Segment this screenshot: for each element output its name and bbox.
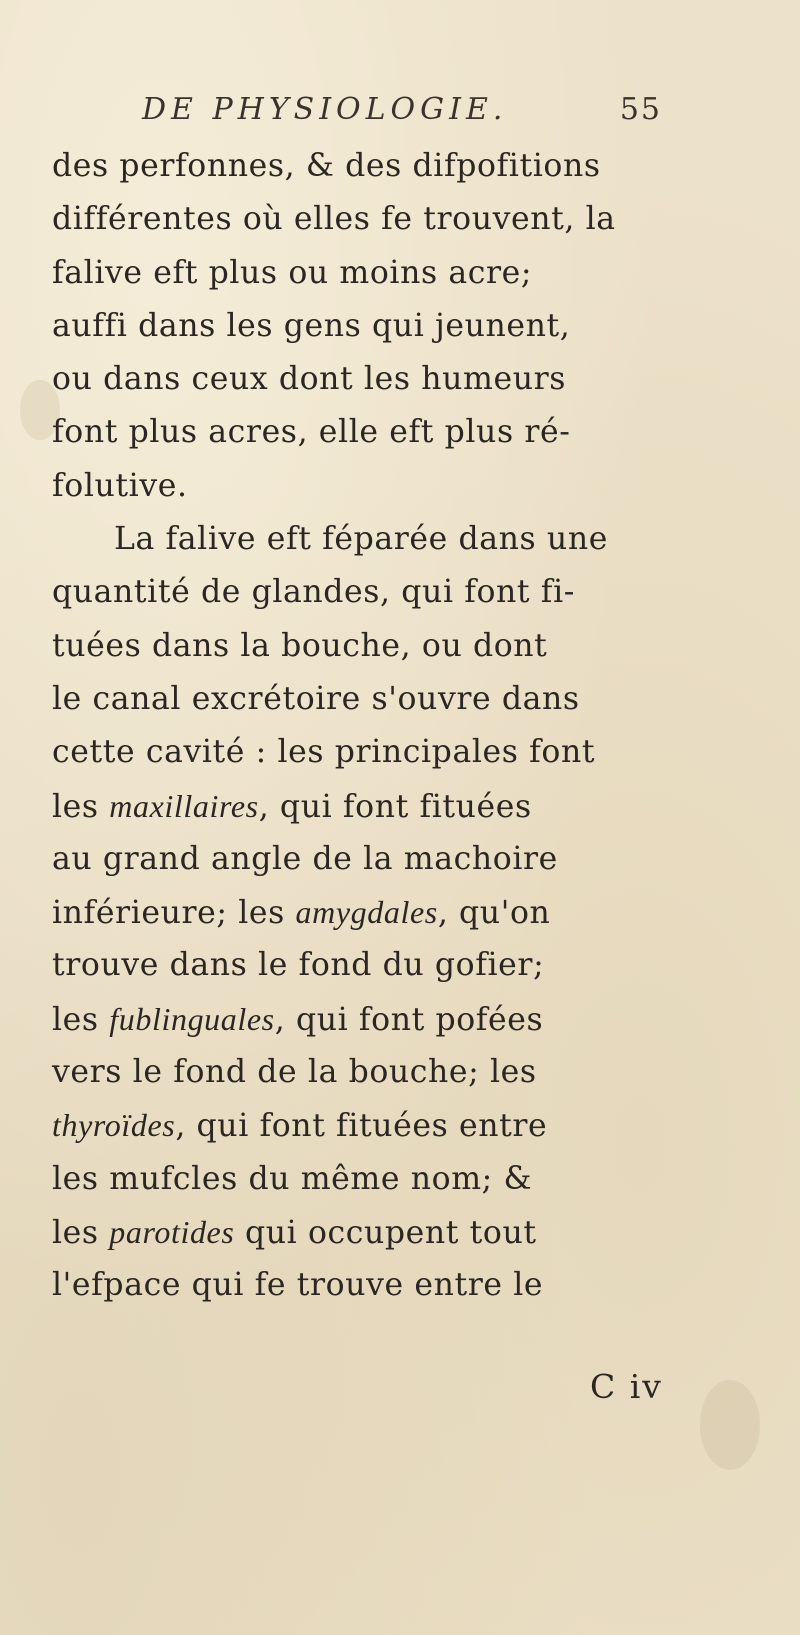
text-line [52,300,758,353]
text-segment: trouve dans le fond du gofier; [52,947,545,984]
text-line [52,1206,758,1259]
text-line [52,566,758,619]
text-segment: inférieure; les [52,895,296,932]
text-line [52,1099,758,1152]
paper-stain [700,1380,760,1470]
text-line [52,1046,758,1099]
text-line [52,833,758,886]
italic-term: maxillaires [109,787,259,824]
text-segment: auffi dans les gens qui jeunent, [52,307,571,344]
text-segment: vers le fond de la bouche; les [52,1054,537,1091]
text-line [52,673,758,726]
text-line [52,247,758,300]
text-segment: ou dans ceux dont les humeurs [52,361,567,398]
text-line [52,460,758,513]
italic-term: amygdales [295,894,438,931]
body-text [52,140,758,1313]
text-line [52,993,758,1046]
text-line [52,406,758,459]
page-number: 55 [619,92,662,127]
text-line [52,353,758,406]
text-segment: qui occupent tout [234,1214,537,1251]
text-line [52,513,758,566]
text-line [52,939,758,992]
text-segment: au grand angle de la machoire [52,840,558,877]
italic-term: thyroïdes [52,1107,176,1144]
text-line [52,620,758,673]
signature-mark: C iv [590,1367,663,1406]
text-segment: font plus acres, elle eft plus ré- [52,414,571,451]
text-segment: folutive. [52,467,188,504]
text-segment: le canal excrétoire s'ouvre dans [52,680,580,717]
text-segment: , qui font fituées entre [175,1108,548,1145]
text-segment: les mufcles du même nom; & [52,1160,533,1197]
text-line [52,193,758,246]
text-segment: La falive eft féparée dans une [114,521,608,558]
text-segment: , qui font pofées [274,1001,544,1038]
text-line [52,1153,758,1206]
italic-term: fublinguales [109,1000,275,1037]
text-segment: les [52,1214,110,1251]
text-segment: , qu'on [437,895,551,932]
text-segment: différentes où elles fe trouvent, la [52,201,616,238]
text-segment: l'efpace qui fe trouve entre le [52,1267,544,1304]
text-line [52,140,758,193]
text-segment: cette cavité : les principales font [52,734,596,771]
text-segment: les [52,788,110,825]
text-segment: , qui font fituées [258,788,532,825]
text-line [52,780,758,833]
text-line [52,726,758,779]
running-head [142,92,662,132]
text-line [52,1259,758,1312]
text-segment: falive eft plus ou moins acre; [52,254,533,291]
running-head-title: DE PHYSIOLOGIE. [142,92,508,127]
italic-term: parotides [109,1213,235,1250]
text-line [52,886,758,939]
text-segment: les [52,1001,110,1038]
text-segment: des perfonnes, & des difpofitions [52,148,601,184]
text-segment: quantité de glandes, qui font fi- [52,574,575,611]
text-segment: tuées dans la bouche, ou dont [52,627,548,664]
